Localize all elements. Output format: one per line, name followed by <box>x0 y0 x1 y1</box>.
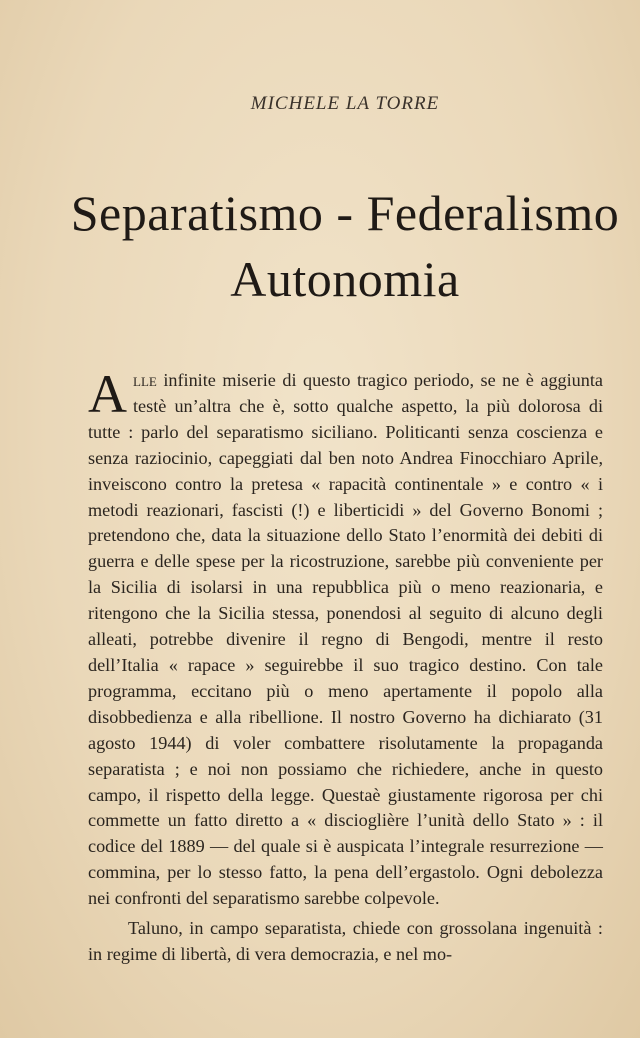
article-title <box>0 180 640 312</box>
drop-cap: A <box>88 364 127 424</box>
first-word: lle <box>133 370 157 390</box>
author-name: MICHELE LA TORRE <box>250 93 440 114</box>
article-body <box>88 364 603 968</box>
paragraph-1-text: infinite miserie di questo tragico periodo, se ne è aggiunta testè un’altra che è, sotto qualche aspetto, la più dolorosa di tutte : parlo del separatismo siciliano. Politicanti senza coscienza e senza raziocinio, capeggiati dal ben noto Andrea Finocchiaro Aprile, inveiscono contro la pretesa « rapacità continentale » e contro « i metodi reazionari, fascisti (!) e liberticidi » del Governo Bonomi ; pretendono che, data la situazione dello Stato l’enormità dei debiti di guerra e delle spese per la ricostruzione, sarebbe più conveniente per la Sicilia di isolarsi in una repubblica più o meno reazionaria, e ritengono che la Sicilia stessa, ponendosi al seguito di alcuno degli alleati, potrebbe divenire il regno di Bengodi, mentre il resto dell’Italia « rapace » seguirebbe il suo tragico destino. Con tale programma, eccitano più o meno apertamente il popolo alla disobbedienza e alla ribellione. Il nostro Governo ha dichiarato (31 agosto 1944) di voler combattere risolutamente la propaganda separatista ; e noi non possiamo che richiedere, anche in questo campo, il rispetto della legge. Questaè giustamente rigorosa per chi commette un fatto diretto a « discioglière l’unità dello Stato » : il codice del 1889 — del quale si è auspicata l’integrale resurrezione — commina, per lo stesso fatto, la pena dell’ergastolo. Ogni debolezza nei confronti del separatismo sarebbe colpevole. <box>88 370 603 909</box>
title-line-1: Separatismo - Federalismo <box>70 185 620 241</box>
title-line-2: Autonomia <box>230 251 460 307</box>
paragraph-1 <box>88 364 603 912</box>
paragraph-2: Taluno, in campo separatista, chiede con grossolana ingenuità : in regime di libertà, di vera democrazia, e nel mo- <box>88 918 603 964</box>
